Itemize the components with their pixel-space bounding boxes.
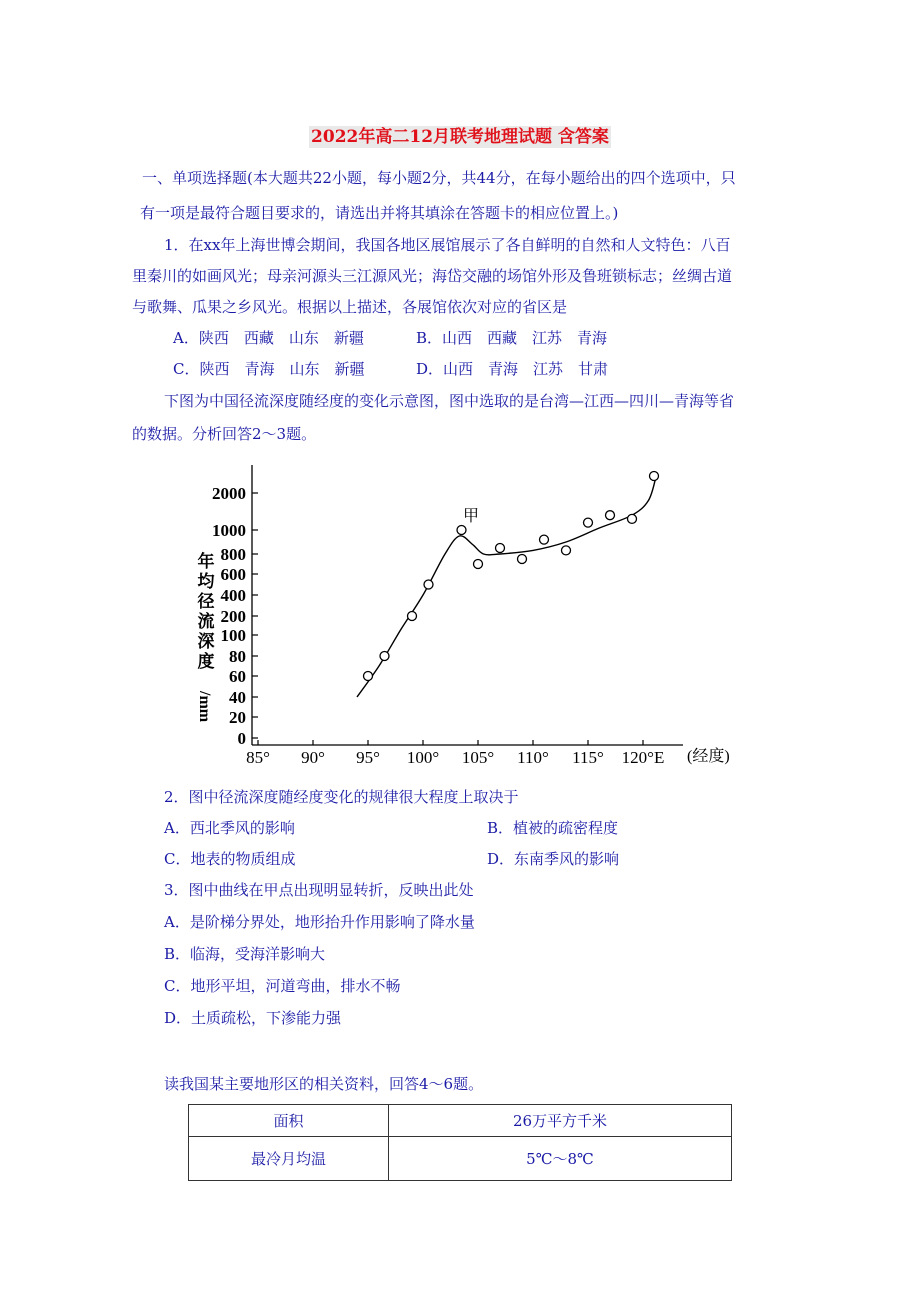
x-tick-label: 105°: [461, 748, 495, 767]
q1-stem-line-1: 1．在xx年上海世博会期间，我国各地区展馆展示了各自鲜明的自然和人文特色：八百: [164, 236, 731, 254]
q1-option-b: B．山西 西藏 江苏 青海: [416, 329, 608, 347]
x-tick-label: 100°: [406, 748, 440, 767]
q1-stem-line-3: 与歌舞、瓜果之乡风光。根据以上描述，各展馆依次对应的省区是: [132, 298, 568, 316]
y-axis-label-char: 均: [197, 572, 215, 591]
q2-stem: 2．图中径流深度随经度变化的规律很大程度上取决于: [164, 788, 519, 806]
q2-option-d: D．东南季风的影响: [487, 850, 620, 868]
y-tick-label: 800: [220, 545, 246, 564]
y-axis-label: [196, 551, 216, 723]
x-tick-label: 120°E: [621, 748, 665, 767]
data-point: [540, 535, 549, 544]
runoff-curve: [357, 476, 656, 697]
x-ticks: [246, 740, 664, 767]
data-point: [562, 546, 571, 555]
y-tick-label: 1000: [212, 521, 246, 540]
q2-option-c: C．地表的物质组成: [164, 850, 296, 868]
y-tick-label: 60: [229, 667, 246, 686]
y-tick-label: 40: [229, 688, 246, 707]
y-tick-label: 600: [220, 565, 246, 584]
q1-option-d: D．山西 青海 江苏 甘肃: [416, 360, 609, 378]
table-cell: 最冷月均温: [189, 1137, 389, 1181]
y-axis-label-char: 年: [197, 552, 215, 571]
data-point: [408, 612, 417, 621]
terrain-data-table: [188, 1104, 732, 1181]
data-point: [457, 526, 466, 535]
q3-option-c: C．地形平坦，河道弯曲，排水不畅: [164, 977, 401, 995]
x-tick-label: 110°: [517, 748, 549, 767]
chart-intro-line-1: 下图为中国径流深度随经度的变化示意图，图中选取的是台湾—江西—四川—青海等省: [164, 392, 735, 410]
q3-option-a: A．是阶梯分界处，地形抬升作用影响了降水量: [164, 913, 475, 931]
table-intro: 读我国某主要地形区的相关资料，回答4～6题。: [164, 1075, 484, 1093]
q3-option-d: D．土质疏松，下渗能力强: [164, 1009, 342, 1027]
data-point: [650, 472, 659, 481]
data-points: [364, 472, 659, 681]
y-axis-label-char: 深: [197, 632, 215, 651]
q2-option-b: B．植被的疏密程度: [487, 819, 619, 837]
q1-option-a: A．陕西 西藏 山东 新疆: [173, 329, 364, 347]
data-point: [518, 555, 527, 564]
table-cell: 5℃～8℃: [389, 1137, 732, 1181]
y-tick-label: 2000: [212, 484, 246, 503]
x-tick-label: 85°: [246, 748, 270, 767]
chart-axes: [252, 465, 683, 745]
data-point: [380, 652, 389, 661]
page-title: 2022年高二12月联考地理试题 含答案: [311, 127, 609, 147]
y-axis-label-char: 径: [197, 592, 215, 611]
data-point: [424, 580, 433, 589]
section-heading-line-1: 一、单项选择题(本大题共22小题，每小题2分，共44分，在每小题给出的四个选项中，只: [142, 169, 736, 187]
data-point: [474, 560, 483, 569]
y-tick-label: 400: [220, 586, 246, 605]
table-cell: 26万平方千米: [389, 1105, 732, 1137]
x-axis-label: (经度): [687, 748, 730, 765]
q2-option-a: A．西北季风的影响: [164, 819, 295, 837]
x-tick-label: 115°: [572, 748, 604, 767]
chart-intro-line-2: 的数据。分析回答2～3题。: [132, 425, 317, 443]
q1-stem-line-2: 里秦川的如画风光；母亲河源头三江源风光；海岱交融的场馆外形及鲁班锁标志；丝绸古道: [132, 267, 733, 285]
data-point: [606, 511, 615, 520]
q1-option-c: C．陕西 青海 山东 新疆: [173, 360, 365, 378]
y-tick-label: 100: [220, 626, 246, 645]
q3-stem: 3．图中曲线在甲点出现明显转折，反映出此处: [164, 881, 474, 899]
table-cell: 面积: [189, 1105, 389, 1137]
q3-option-b: B．临海，受海洋影响大: [164, 945, 326, 963]
data-point: [584, 518, 593, 527]
jia-annotation: 甲: [463, 508, 480, 525]
table-row: [189, 1105, 732, 1137]
table-row: [189, 1137, 732, 1181]
section-heading-line-2: 有一项是最符合题目要求的，请选出并将其填涂在答题卡的相应位置上。): [140, 204, 619, 222]
y-tick-label: 20: [229, 708, 246, 727]
x-tick-label: 95°: [356, 748, 380, 767]
data-point: [496, 544, 505, 553]
y-axis-label-char: 度: [197, 652, 215, 671]
y-axis-label-char: 流: [197, 612, 215, 631]
data-point: [628, 514, 637, 523]
y-ticks: [212, 484, 258, 748]
y-tick-label: 200: [220, 607, 246, 626]
x-tick-label: 90°: [301, 748, 325, 767]
runoff-chart: [195, 455, 755, 775]
y-tick-label: 80: [229, 647, 246, 666]
y-tick-label: 0: [237, 729, 246, 748]
y-axis-label-unit: /mm: [196, 691, 213, 723]
data-point: [364, 672, 373, 681]
